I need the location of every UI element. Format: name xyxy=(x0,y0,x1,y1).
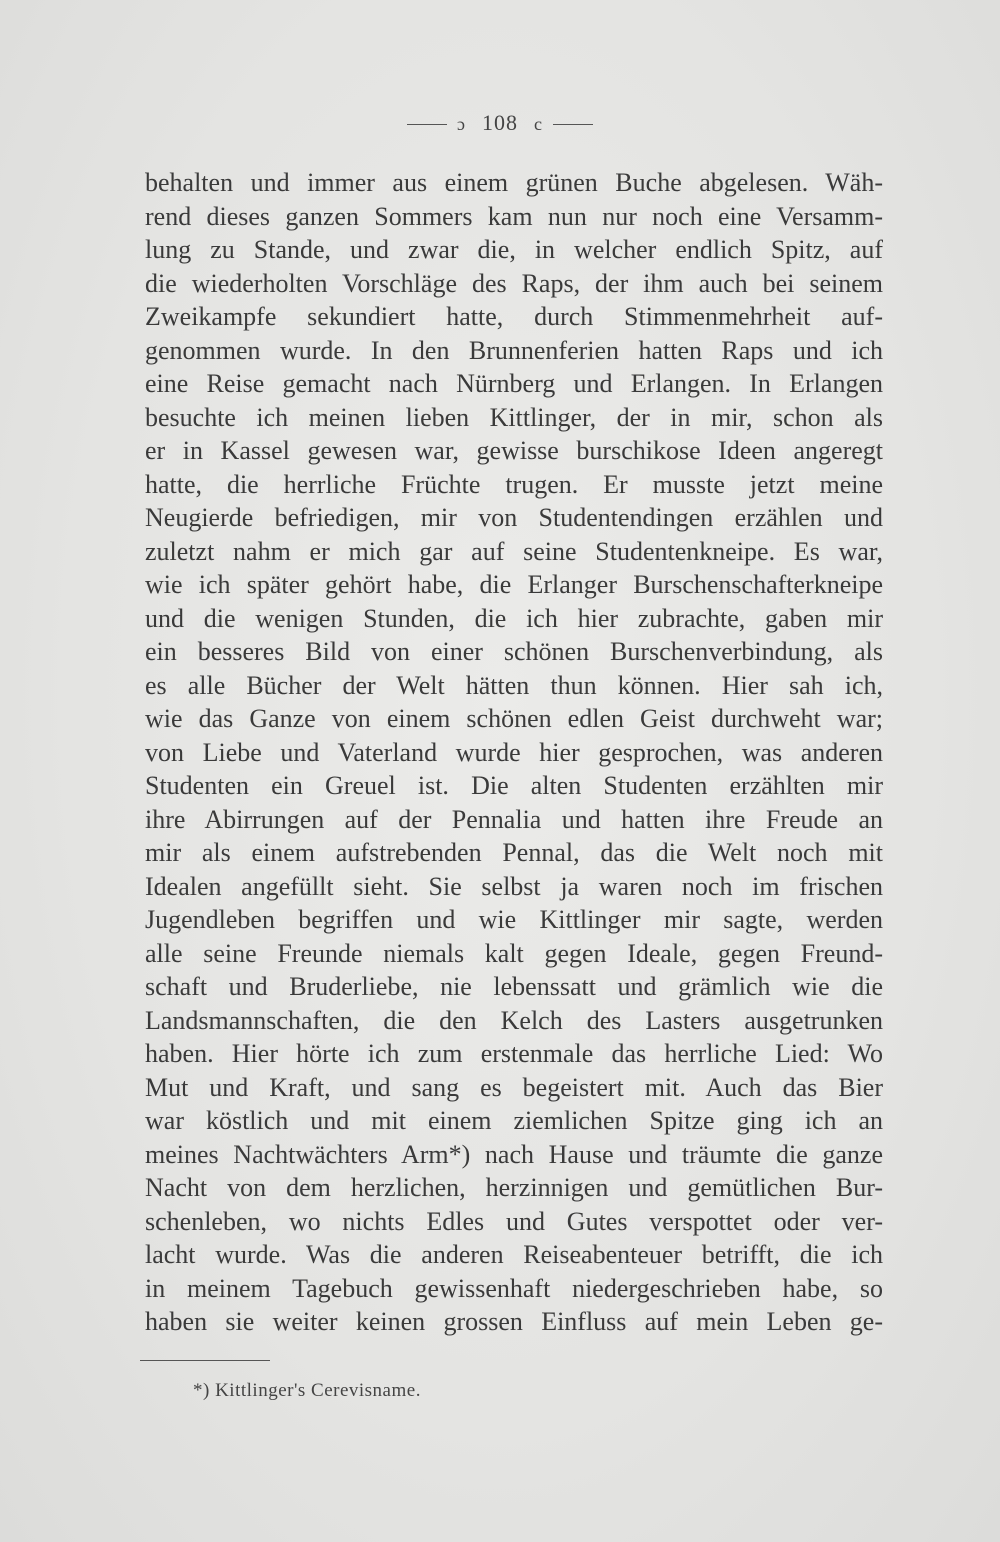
header-ornament-right: c xyxy=(534,114,543,134)
text-line: eine Reise gemacht nach Nürnberg und Erlangen. In Erlangen xyxy=(145,369,883,398)
footnote-rule xyxy=(140,1360,270,1361)
text-line: ein besseres Bild von einer schönen Burschenverbindung, als xyxy=(145,637,883,666)
text-line: schenleben, wo nichts Edles und Gutes verspottet oder ver- xyxy=(145,1206,883,1236)
text-line: und die wenigen Stunden, die ich hier zubrachte, gaben mir xyxy=(145,603,883,633)
text-line: lacht wurde. Was die anderen Reiseabenteuer betrifft, die ich xyxy=(145,1240,883,1269)
text-line: rend dieses ganzen Sommers kam nun nur noch eine Versamm- xyxy=(145,201,883,231)
text-line: Landsmannschaften, die den Kelch des Lasters ausgetrunken xyxy=(145,1005,883,1035)
text-line: von Liebe und Vaterland wurde hier gesprochen, was anderen xyxy=(145,737,883,767)
text-line: war köstlich und mit einem ziemlichen Spitze ging ich an xyxy=(145,1106,883,1135)
text-line: lung zu Stande, und zwar die, in welcher endlich Spitz, auf xyxy=(145,235,883,264)
text-line: haben. Hier hörte ich zum erstenmale das herrliche Lied: Wo xyxy=(145,1039,883,1068)
text-line: wie ich später gehört habe, die Erlanger Burschenschafterkneipe xyxy=(145,570,883,599)
text-line: es alle Bücher der Welt hätten thun können. Hier sah ich, xyxy=(145,670,883,700)
page-header xyxy=(0,110,1000,136)
text-line: wie das Ganze von einem schönen edlen Geist durchweht war; xyxy=(145,704,883,733)
text-line: Zweikampfe sekundiert hatte, durch Stimmenmehrheit auf- xyxy=(145,302,883,331)
text-line: Idealen angefüllt sieht. Sie selbst ja waren noch im frischen xyxy=(145,871,883,901)
header-rule-left xyxy=(407,124,447,125)
text-line: Neugierde befriedigen, mir von Studentendingen erzählen und xyxy=(145,503,883,532)
page-number: 108 xyxy=(482,110,518,135)
text-line: Studenten ein Greuel ist. Die alten Studenten erzählten mir xyxy=(145,771,883,800)
text-line: schaft und Bruderliebe, nie lebenssatt und grämlich wie die xyxy=(145,972,883,1001)
text-line: haben sie weiter keinen grossen Einfluss auf mein Leben ge- xyxy=(145,1307,883,1336)
text-line: meines Nachtwächters Arm*) nach Hause und träumte die ganze xyxy=(145,1139,883,1169)
text-line: alle seine Freunde niemals kalt gegen Ideale, gegen Freund- xyxy=(145,938,883,968)
text-line: zuletzt nahm er mich gar auf seine Studentenkneipe. Es war, xyxy=(145,536,883,566)
header-rule-right xyxy=(553,124,593,125)
text-line: Mut und Kraft, und sang es begeistert mit. Auch das Bier xyxy=(145,1072,883,1102)
header-ornament-left: ɔ xyxy=(457,114,466,134)
text-line: besuchte ich meinen lieben Kittlinger, der in mir, schon als xyxy=(145,402,883,432)
text-line: die wiederholten Vorschläge des Raps, der ihm auch bei seinem xyxy=(145,268,883,298)
text-line: genommen wurde. In den Brunnenferien hatten Raps und ich xyxy=(145,335,883,365)
text-line: in meinem Tagebuch gewissenhaft niedergeschrieben habe, so xyxy=(145,1273,883,1303)
body-text xyxy=(145,166,883,1339)
text-line: mir als einem aufstrebenden Pennal, das die Welt noch mit xyxy=(145,838,883,867)
text-line: Jugendleben begriffen und wie Kittlinger mir sagte, werden xyxy=(145,905,883,934)
text-line: behalten und immer aus einem grünen Buche abgelesen. Wäh- xyxy=(145,168,883,197)
footnote: *) Kittlinger's Cerevisname. xyxy=(193,1380,421,1401)
text-line: er in Kassel gewesen war, gewisse burschikose Ideen angeregt xyxy=(145,436,883,465)
text-line: hatte, die herrliche Früchte trugen. Er musste jetzt meine xyxy=(145,469,883,499)
text-line: ihre Abirrungen auf der Pennalia und hatten ihre Freude an xyxy=(145,804,883,834)
text-line: Nacht von dem herzlichen, herzinnigen und gemütlichen Bur- xyxy=(145,1173,883,1202)
